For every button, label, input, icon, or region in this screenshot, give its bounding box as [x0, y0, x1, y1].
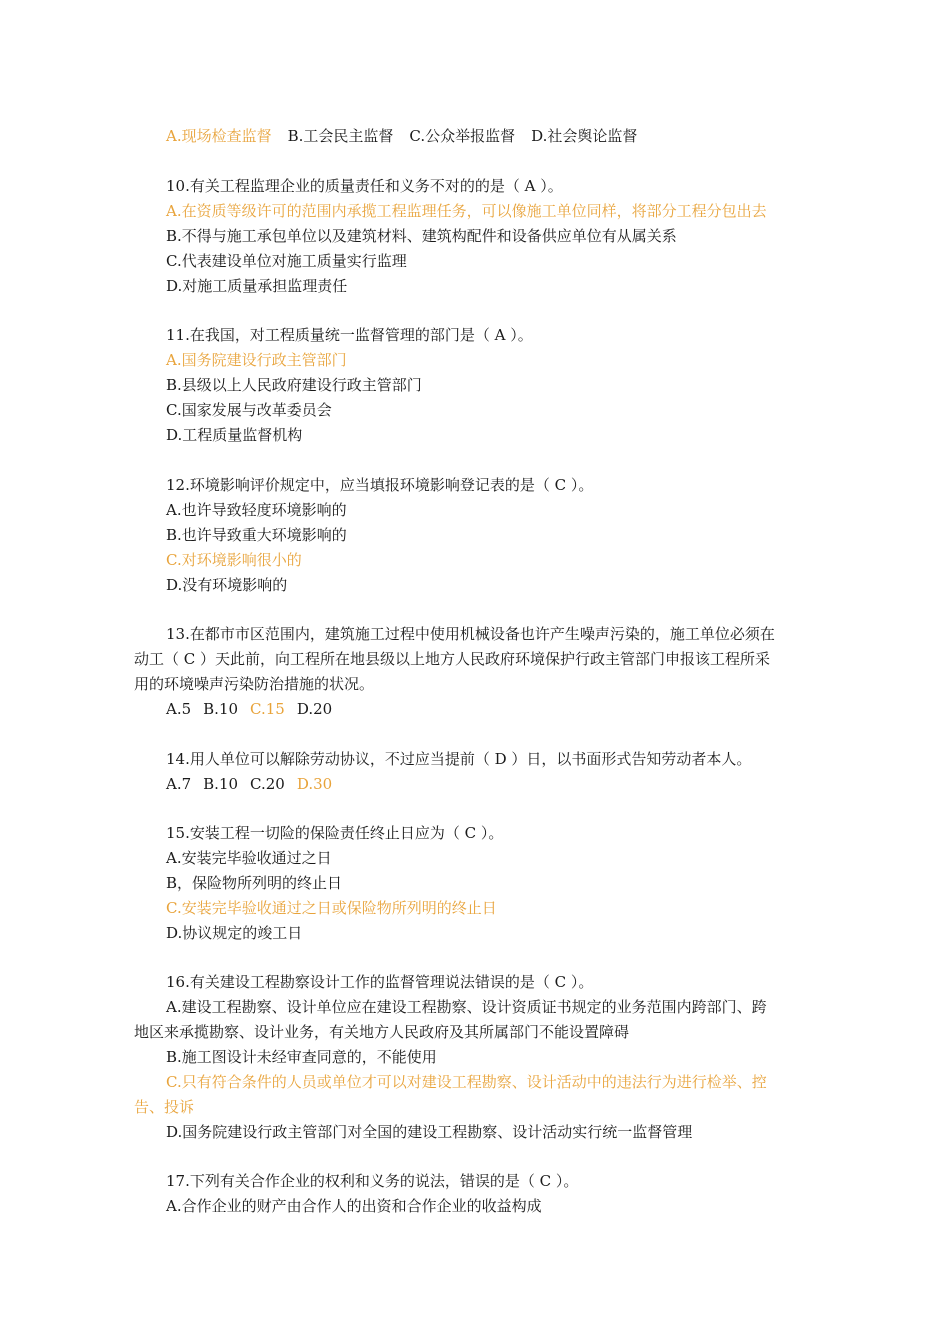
- q16-stem: 16.有关建设工程勘察设计工作的监督管理说法错误的是（ C ）。: [166, 973, 594, 991]
- q12-option-a: A.也许导致轻度环境影响的: [166, 501, 347, 519]
- q15-stem: 15.安装工程一切险的保险责任终止日应为（ C ）。: [166, 824, 504, 842]
- q13-option-b: B.10: [203, 700, 239, 718]
- q12-option-c-answer: C.对环境影响很小的: [166, 551, 302, 569]
- q14-stem: 14.用人单位可以解除劳动协议，不过应当提前（ D ）日，以书面形式告知劳动者本人。: [166, 750, 752, 768]
- q14-option-b: B.10: [203, 775, 239, 793]
- q13-options: [166, 699, 332, 719]
- q13-option-a: A.5: [166, 700, 192, 718]
- q16-option-d: D.国务院建设行政主管部门对全国的建设工程勘察、设计活动实行统一监督管理: [166, 1123, 693, 1141]
- q17-stem: 17.下列有关合作企业的权利和义务的说法，错误的是（ C ）。: [166, 1172, 579, 1190]
- q13-stem-line3: 用的环境噪声污染防治措施的状况。: [134, 675, 375, 693]
- q14-option-a: A.7: [166, 775, 192, 793]
- q13-option-c-answer: C.15: [250, 700, 285, 718]
- q16-option-a-line2: 地区来承揽勘察、设计业务，有关地方人民政府及其所属部门不能设置障碍: [134, 1023, 630, 1041]
- q15-option-c-answer: C.安装完毕验收通过之日或保险物所列明的终止日: [166, 899, 497, 917]
- q13-stem-line1: 13.在都市市区范围内，建筑施工过程中使用机械设备也许产生噪声污染的，施工单位必须在: [166, 625, 775, 643]
- q10-option-a-answer: A.在资质等级许可的范围内承揽工程监理任务，可以像施工单位同样，将部分工程分包出去: [166, 202, 767, 220]
- q16-option-a-line1: A.建设工程勘察、设计单位应在建设工程勘察、设计资质证书规定的业务范围内跨部门、跨: [166, 998, 767, 1016]
- q12-option-b: B.也许导致重大环境影响的: [166, 526, 347, 544]
- q10-option-c: C.代表建设单位对施工质量实行监理: [166, 252, 407, 270]
- q11-option-b: B.县级以上人民政府建设行政主管部门: [166, 376, 422, 394]
- q11-option-d: D.工程质量监督机构: [166, 426, 303, 444]
- option-c: C.公众举报监督: [409, 127, 516, 145]
- q11-option-a-answer: A.国务院建设行政主管部门: [166, 351, 347, 369]
- q16-option-c-answer-line1: C.只有符合条件的人员或单位才可以对建设工程勘察、设计活动中的违法行为进行检举、控: [166, 1073, 767, 1091]
- q13-stem-line2: 动工（ C ）天此前，向工程所在地县级以上地方人民政府环境保护行政主管部门申报该工程所采: [134, 650, 771, 668]
- q12-stem: 12.环境影响评价规定中，应当填报环境影响登记表的是（ C ）。: [166, 476, 594, 494]
- q10-option-b: B.不得与施工承包单位以及建筑材料、建筑构配件和设备供应单位有从属关系: [166, 227, 677, 245]
- q13-option-d: D.20: [296, 700, 333, 718]
- q14-options: [166, 774, 332, 794]
- q11-option-c: C.国家发展与改革委员会: [166, 401, 332, 419]
- q14-option-c: C.20: [250, 775, 285, 793]
- q11-stem: 11.在我国，对工程质量统一监督管理的部门是（ A ）。: [166, 326, 533, 344]
- q12-option-d: D.没有环境影响的: [166, 576, 288, 594]
- q10-stem: 10.有关工程监理企业的质量责任和义务不对的的是（ A ）。: [166, 177, 563, 195]
- q16-option-b: B.施工图设计未经审查同意的，不能使用: [166, 1048, 437, 1066]
- q14-option-d-answer: D.30: [296, 775, 333, 793]
- q16-option-c-answer-line2: 告、投诉: [134, 1098, 195, 1116]
- q15-option-d: D.协议规定的竣工日: [166, 924, 303, 942]
- option-a-answer: A.现场检查监督: [166, 127, 272, 145]
- q10-option-d: D.对施工质量承担监理责任: [166, 277, 348, 295]
- q15-option-a: A.安装完毕验收通过之日: [166, 849, 332, 867]
- q17-option-a: A.合作企业的财产由合作人的出资和合作企业的收益构成: [166, 1197, 542, 1215]
- prev-question-options: [166, 126, 637, 146]
- option-d: D.社会舆论监督: [531, 127, 638, 145]
- option-b: B.工会民主监督: [287, 127, 394, 145]
- q15-option-b: B，保险物所列明的终止日: [166, 874, 343, 892]
